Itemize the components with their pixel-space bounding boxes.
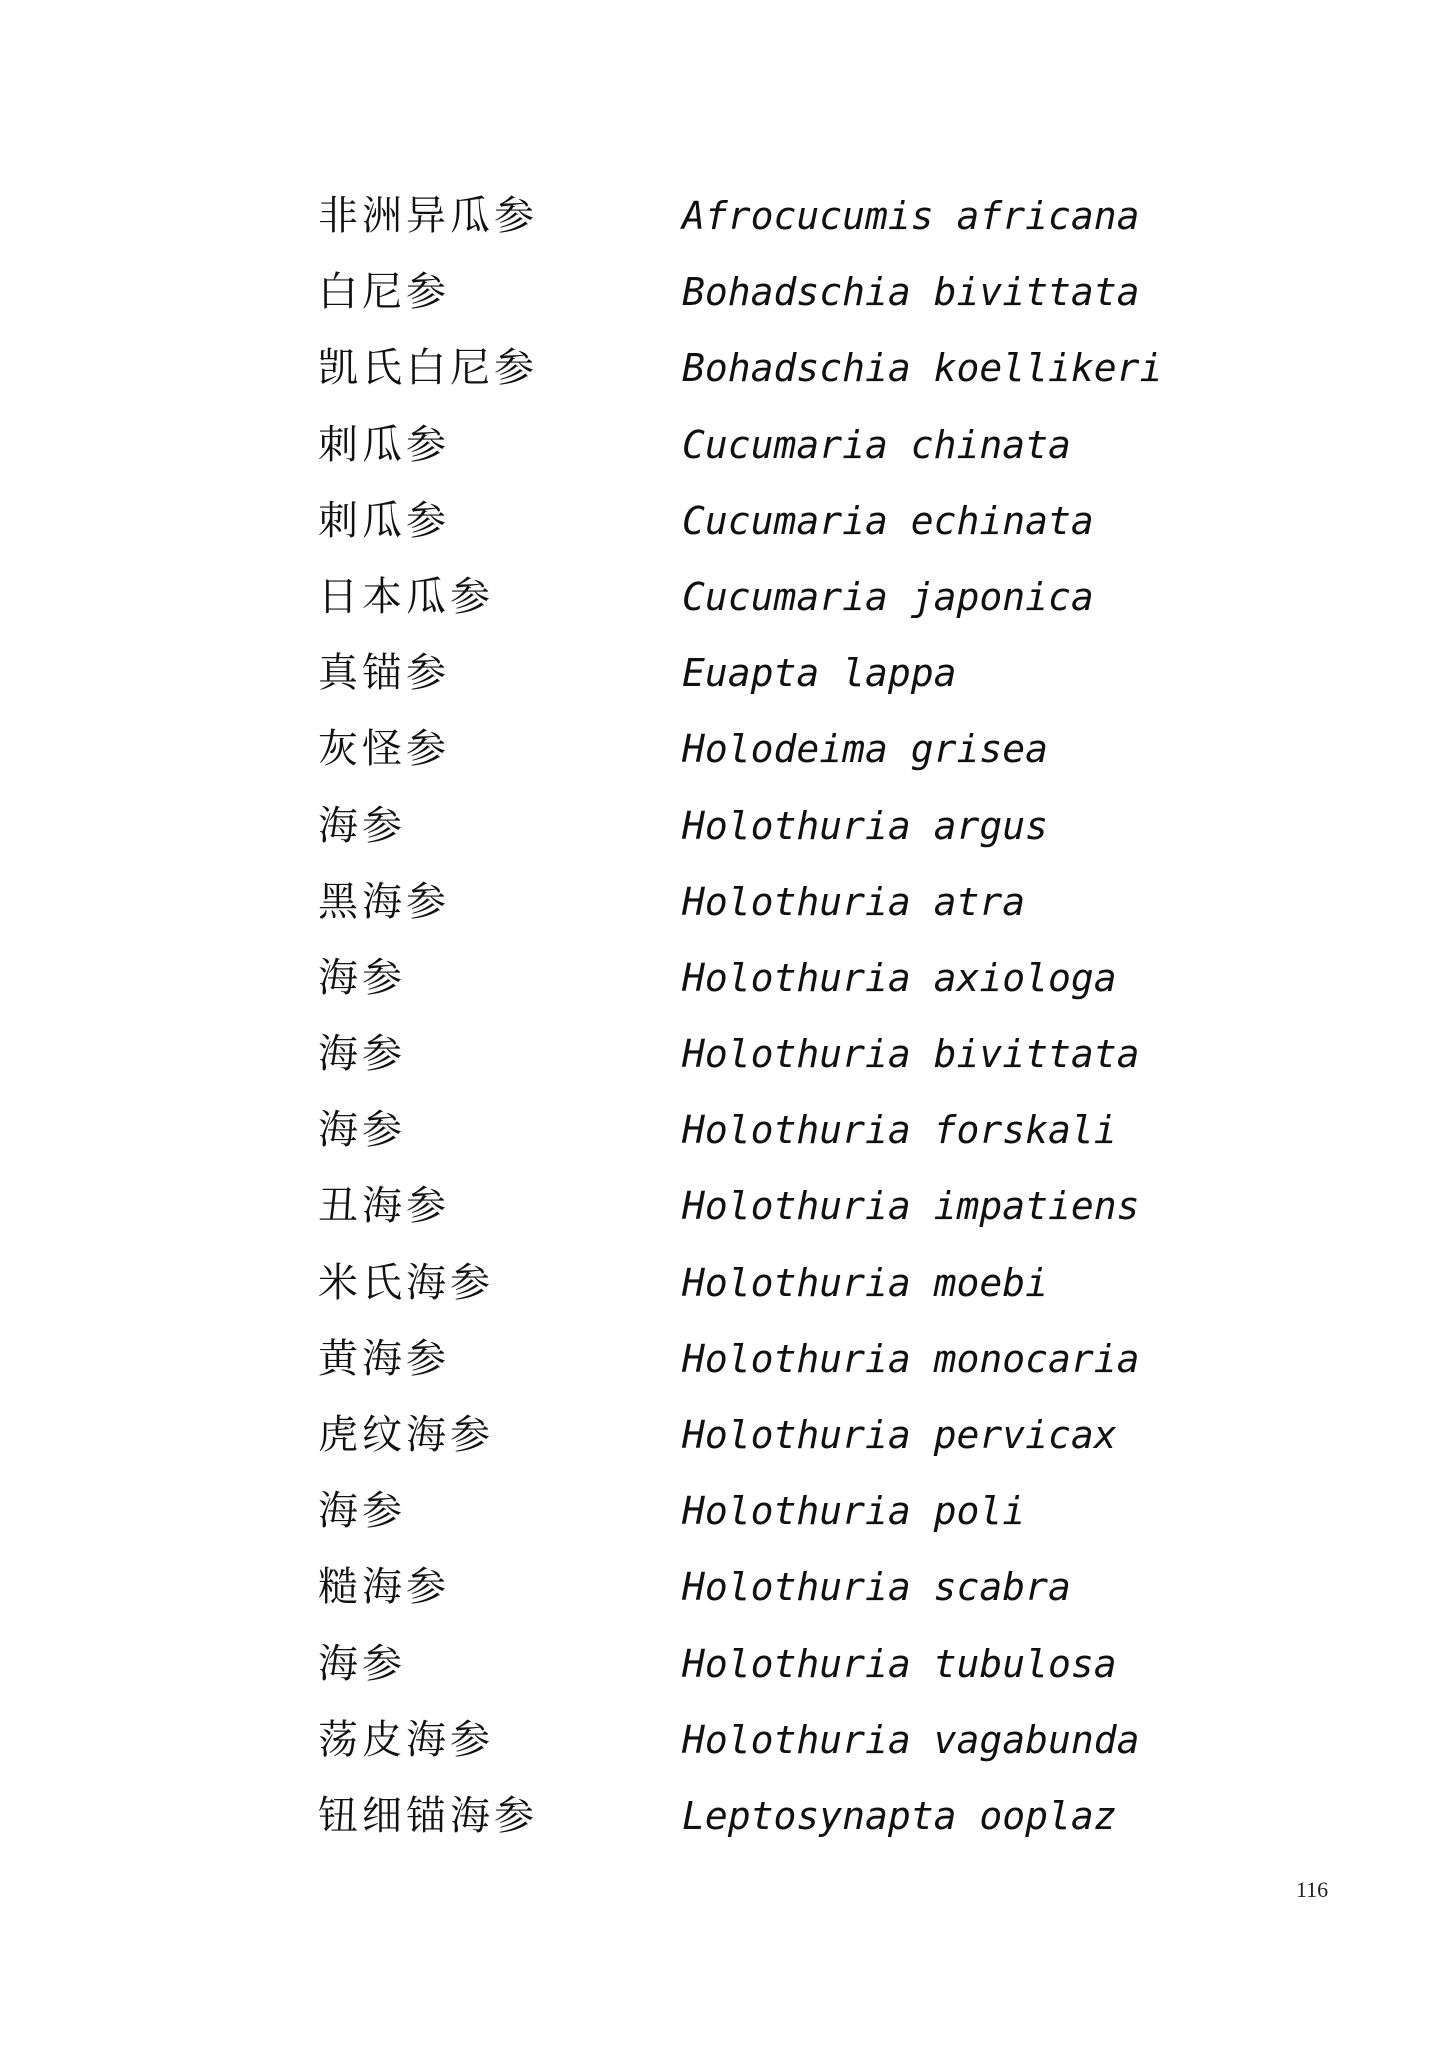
chinese-name: 非洲异瓜参 <box>318 193 538 239</box>
chinese-name: 海参 <box>318 1640 406 1687</box>
chinese-name: 刺瓜参 <box>318 421 450 468</box>
chinese-name: 黄海参 <box>318 1335 450 1382</box>
list-item <box>318 1626 1218 1702</box>
latin-name: Holothuria pervicax <box>682 1413 1117 1457</box>
chinese-name: 刺瓜参 <box>318 497 450 544</box>
list-item <box>318 864 1218 940</box>
latin-name: Holothuria scabra <box>682 1565 1071 1610</box>
list-item <box>318 1016 1218 1092</box>
chinese-name: 糙海参 <box>318 1564 450 1611</box>
species-list <box>318 178 1218 1854</box>
latin-name: Cucumaria chinata <box>682 422 1071 467</box>
list-item <box>318 1168 1218 1244</box>
latin-name: Holothuria atra <box>682 879 1026 924</box>
chinese-name: 丑海参 <box>318 1183 450 1230</box>
list-item <box>318 1092 1218 1168</box>
chinese-name: 灰怪参 <box>318 726 450 773</box>
latin-name: Cucumaria echinata <box>682 498 1094 543</box>
latin-name: Cucumaria japonica <box>682 574 1094 619</box>
chinese-name: 米氏海参 <box>318 1259 494 1306</box>
chinese-name: 黑海参 <box>318 878 450 925</box>
latin-name: Holothuria monocaria <box>682 1336 1140 1381</box>
list-item <box>318 1321 1218 1397</box>
chinese-name: 白尼参 <box>318 269 450 316</box>
chinese-name: 海参 <box>318 954 406 1001</box>
chinese-name: 海参 <box>318 1031 406 1078</box>
chinese-name: 钮细锚海参 <box>318 1792 538 1839</box>
chinese-name: 海参 <box>318 1107 406 1154</box>
list-item <box>318 788 1218 864</box>
latin-name: Holothuria forskali <box>682 1108 1117 1153</box>
chinese-name: 真锚参 <box>318 650 450 697</box>
list-item <box>318 1702 1218 1778</box>
latin-name: Holothuria impatiens <box>682 1184 1140 1229</box>
list-item <box>318 1245 1218 1321</box>
list-item <box>318 407 1218 483</box>
latin-name: Holothuria bivittata <box>682 1032 1140 1077</box>
chinese-name: 荡皮海参 <box>318 1716 494 1763</box>
list-item <box>318 1397 1218 1473</box>
chinese-name: 凯氏白尼参 <box>318 345 538 392</box>
list-item <box>318 635 1218 711</box>
latin-name: Afrocucumis africana <box>682 194 1140 238</box>
latin-name: Holothuria moebi <box>682 1260 1049 1305</box>
list-item <box>318 711 1218 787</box>
latin-name: Holothuria poli <box>682 1489 1026 1534</box>
list-item <box>318 940 1218 1016</box>
latin-name: Holothuria axiologa <box>682 955 1117 1000</box>
latin-name: Holothuria argus <box>682 803 1049 848</box>
latin-name: Leptosynapta ooplaz <box>682 1793 1117 1838</box>
list-item <box>318 1473 1218 1549</box>
list-item <box>318 483 1218 559</box>
chinese-name: 虎纹海参 <box>318 1412 494 1458</box>
chinese-name: 海参 <box>318 1488 406 1535</box>
latin-name: Bohadschia bivittata <box>682 270 1140 315</box>
page-number: 116 <box>1296 1877 1329 1902</box>
list-item <box>318 1549 1218 1625</box>
list-item <box>318 559 1218 635</box>
latin-name: Euapta lappa <box>682 651 957 696</box>
latin-name: Bohadschia koellikeri <box>682 346 1163 391</box>
latin-name: Holodeima grisea <box>682 727 1049 772</box>
latin-name: Holothuria tubulosa <box>682 1641 1117 1686</box>
list-item <box>318 1778 1218 1854</box>
chinese-name: 海参 <box>318 802 406 849</box>
latin-name: Holothuria vagabunda <box>682 1717 1140 1762</box>
list-item <box>318 178 1218 254</box>
chinese-name: 日本瓜参 <box>318 573 494 620</box>
list-item <box>318 330 1218 406</box>
list-item <box>318 254 1218 330</box>
